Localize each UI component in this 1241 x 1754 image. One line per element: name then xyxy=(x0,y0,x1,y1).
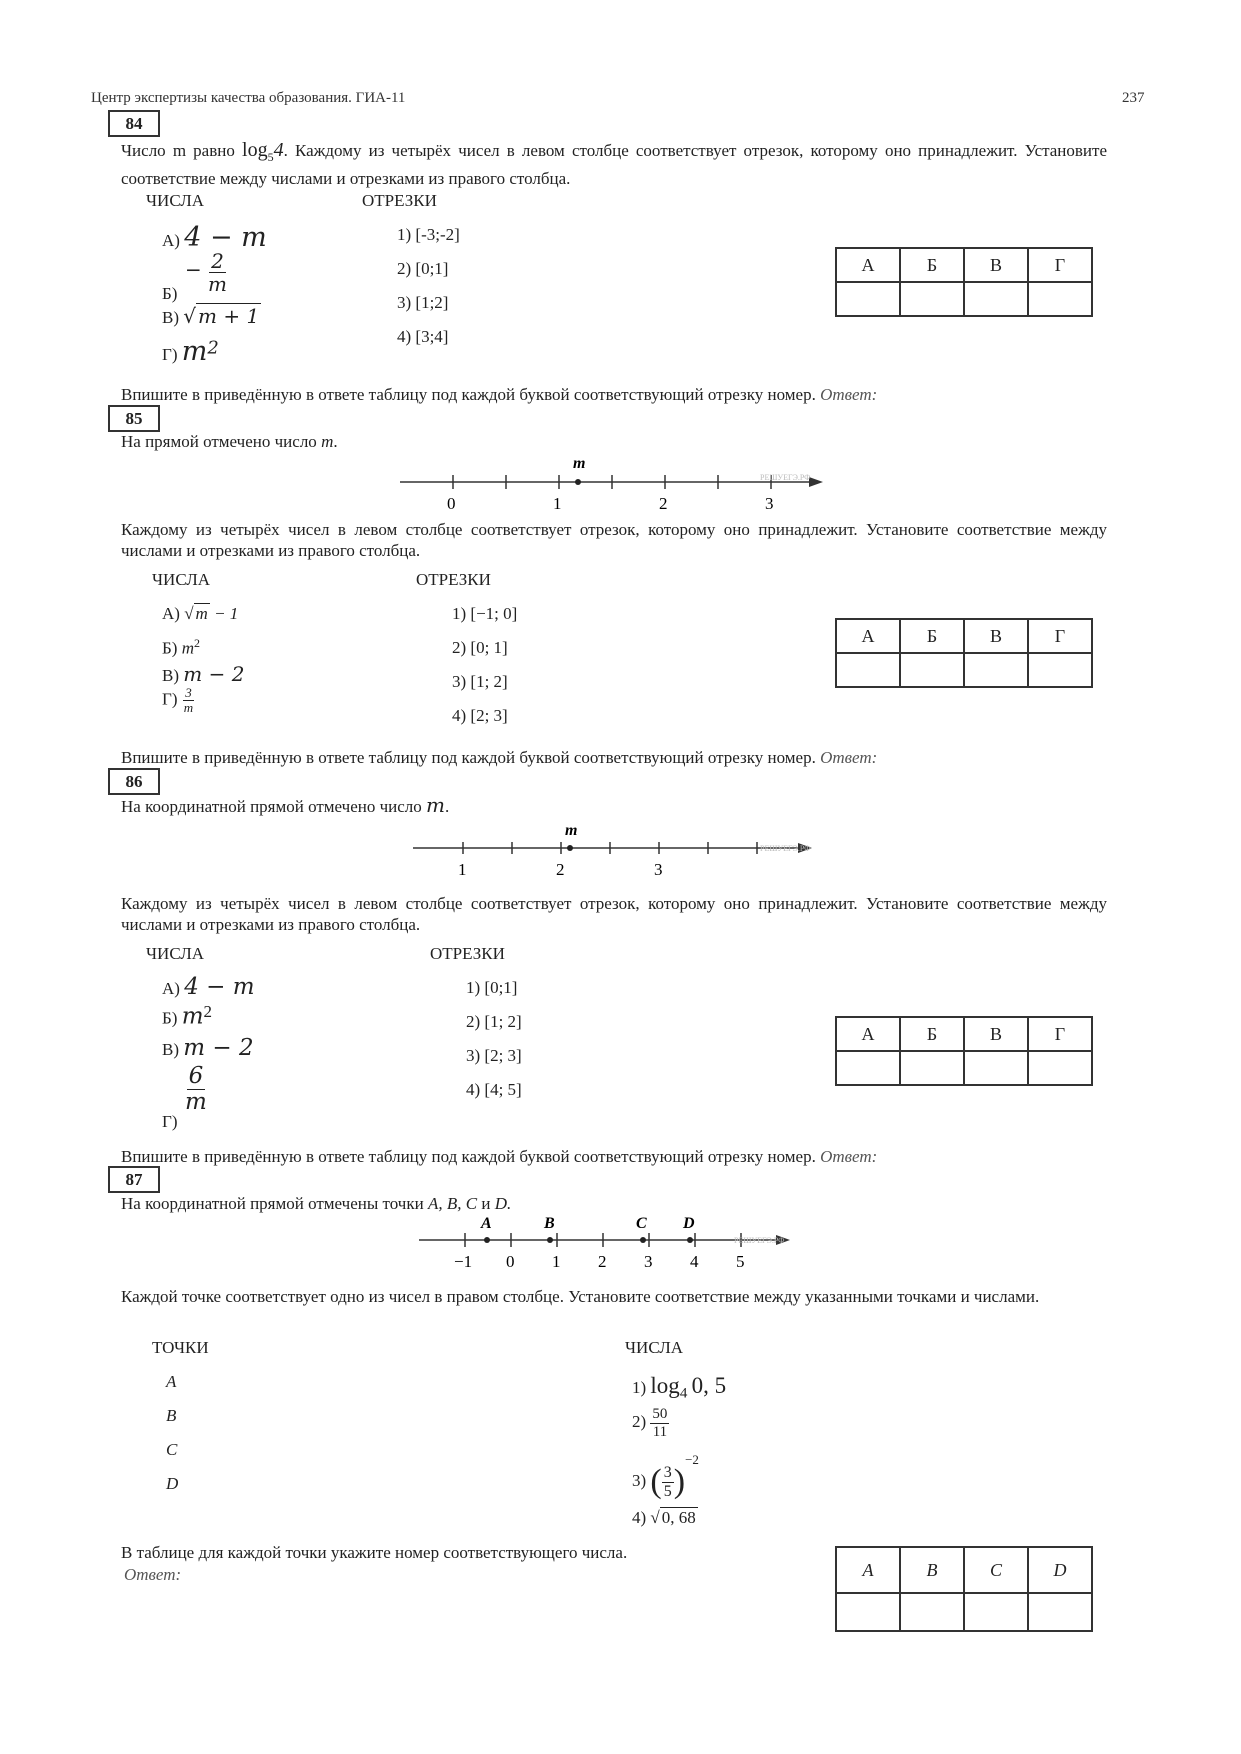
task-87-point-b: B xyxy=(166,1406,177,1425)
answer-header-g: Г xyxy=(1028,619,1092,653)
tick-label: 1 xyxy=(458,860,467,879)
point-m xyxy=(567,845,573,851)
task-86-item-v: В) m − 2 xyxy=(162,1035,254,1061)
tick-label: 2 xyxy=(598,1252,607,1271)
task-84-segment-4: 4) [3;4] xyxy=(397,327,449,346)
answer-cell[interactable] xyxy=(1028,1593,1092,1631)
answer-cell[interactable] xyxy=(900,1051,964,1085)
task-87-number-4: 4) √ 0, 68 xyxy=(632,1508,696,1527)
answer-label: Ответ: xyxy=(820,748,878,767)
task-86-text2: Каждому из четырёх чисел в левом столбце соответствует отрезок, которому оно принадлежит. Установите соответствие между числами и отрезками из правого столбца. xyxy=(121,894,1107,934)
task-86-item-g-label: Г) xyxy=(162,1112,178,1131)
task-84-text xyxy=(121,140,1107,189)
task-84-item-b-label: Б) xyxy=(162,284,178,303)
task-84-item-v: В) √ m + 1 xyxy=(162,304,260,328)
task-85-item-b: Б) $m^2$ xyxy=(162,636,200,658)
answer-header-g: Г xyxy=(1028,248,1092,282)
answer-header-b: B xyxy=(900,1547,964,1593)
answer-cell[interactable] xyxy=(1028,282,1092,316)
point-m-label: m xyxy=(573,455,586,472)
task-85-item-v: В) m − 2 xyxy=(162,662,245,686)
answer-cell[interactable] xyxy=(836,1051,900,1085)
task-84-segment-2: 2) [0;1] xyxy=(397,259,449,278)
task-86-answer-table xyxy=(835,1016,1093,1086)
answer-cell[interactable] xyxy=(964,653,1028,687)
point-m xyxy=(575,479,581,485)
task-87-point-a: A xyxy=(166,1372,177,1391)
task-87-number-2: 2) $\frac{50}{11}$ xyxy=(632,1406,668,1440)
task-87-point-d: D xyxy=(166,1474,179,1493)
task-84-text-a: Число m равно xyxy=(121,141,235,160)
point-c xyxy=(640,1237,646,1243)
tick-label: 4 xyxy=(690,1252,699,1271)
answer-header-a: А xyxy=(836,619,900,653)
task-84-item-a: А) 4 − m xyxy=(162,222,267,253)
task-84-col-left: ЧИСЛА xyxy=(146,191,205,210)
task-85-text2: Каждому из четырёх чисел в левом столбце соответствует отрезок, которому оно принадлежит. Установите соответствие между числами и отрезками из правого столбца. xyxy=(121,520,1107,560)
answer-header-v: В xyxy=(964,248,1028,282)
task-85-segment-1: 1) [−1; 0] xyxy=(452,604,518,623)
page-header-org: Центр экспертизы качества образования. ГИА-11 xyxy=(91,90,406,106)
task-85-segment-3: 3) [1; 2] xyxy=(452,672,508,691)
answer-header-a: А xyxy=(836,1017,900,1051)
task-87-text: На координатной прямой отмечены точки A, B, C и D. xyxy=(121,1194,512,1213)
task-85-instruction: Впишите в приведённую в ответе таблицу под каждой буквой соответствующий отрезку номер. Ответ: xyxy=(121,748,878,767)
answer-label: Ответ: xyxy=(820,1147,878,1166)
task-84-col-right: ОТРЕЗКИ xyxy=(362,191,437,210)
tick-label: 3 xyxy=(654,860,663,879)
point-b xyxy=(547,1237,553,1243)
point-b-label: B xyxy=(544,1215,555,1232)
task-87-number: 87 xyxy=(108,1166,160,1193)
answer-label: Ответ: xyxy=(820,385,878,404)
task-84-answer-table xyxy=(835,247,1093,317)
answer-cell[interactable] xyxy=(964,1593,1028,1631)
task-85-segment-2: 2) [0; 1] xyxy=(452,638,508,657)
answer-header-d: D xyxy=(1028,1547,1092,1593)
answer-cell[interactable] xyxy=(1028,1051,1092,1085)
task-85-item-g: Г) $\frac{3}{m}$ xyxy=(162,685,194,716)
answer-header-g: Г xyxy=(1028,1017,1092,1051)
tick-label: −1 xyxy=(454,1252,473,1271)
task-87-col-right: ЧИСЛА xyxy=(625,1338,684,1357)
task-84-segment-1: 1) [-3;-2] xyxy=(397,225,460,244)
task-87-number-1: 1) $\log_4 0$, 5 xyxy=(632,1373,727,1402)
answer-header-b: Б xyxy=(900,619,964,653)
task-86-segment-3: 3) [2; 3] xyxy=(466,1046,522,1065)
answer-cell[interactable] xyxy=(900,1593,964,1631)
task-84-number: 84 xyxy=(108,110,160,137)
task-87-number-3: 3) ( $\frac{3}{5}$ )$^{-2}$ xyxy=(632,1452,699,1501)
answer-cell[interactable] xyxy=(836,282,900,316)
answer-cell[interactable] xyxy=(836,1593,900,1631)
task-85-col-right: ОТРЕЗКИ xyxy=(416,570,491,589)
task-87-answer-table xyxy=(835,1546,1093,1632)
tick-label: 0 xyxy=(447,494,456,513)
task-85-item-a: А) √ m − 1 xyxy=(162,604,239,623)
task-85-col-left: ЧИСЛА xyxy=(152,570,211,589)
task-87-col-left: ТОЧКИ xyxy=(152,1338,209,1357)
task-86-text: На координатной прямой отмечено число m. xyxy=(121,793,450,817)
task-86-segment-1: 1) [0;1] xyxy=(466,978,518,997)
task-86-item-a: А) 4 − m xyxy=(162,974,255,1000)
task-86-segment-4: 4) [4; 5] xyxy=(466,1080,522,1099)
point-d-label: D xyxy=(683,1215,695,1232)
tick-label: 0 xyxy=(506,1252,515,1271)
task-85-answer-table xyxy=(835,618,1093,688)
task-87-text2: Каждой точке соответствует одно из чисел в правом столбце. Установите соответствие между указанными точками и числами. xyxy=(121,1287,1040,1306)
task-86-instruction: Впишите в приведённую в ответе таблицу под каждой буквой соответствующий отрезку номер. Ответ: xyxy=(121,1147,878,1166)
task-87-number-line xyxy=(414,1213,814,1278)
point-c-label: C xyxy=(636,1215,647,1232)
task-86-segment-2: 2) [1; 2] xyxy=(466,1012,522,1031)
answer-header-v: В xyxy=(964,619,1028,653)
watermark: РЕШУЕГЭ.РФ xyxy=(760,844,811,853)
tick-label: 5 xyxy=(736,1252,745,1271)
task-86-col-right: ОТРЕЗКИ xyxy=(430,944,505,963)
answer-label: Ответ: xyxy=(124,1565,182,1584)
task-84-item-g: Г) $m^2$ xyxy=(162,336,219,367)
task-86-item-b: Б) $m^2$ xyxy=(162,1002,212,1030)
page-number: 237 xyxy=(1122,90,1145,106)
watermark: РЕШУЕГЭ.РФ xyxy=(760,473,811,482)
answer-cell[interactable] xyxy=(900,282,964,316)
answer-header-v: В xyxy=(964,1017,1028,1051)
task-84-log: $\log_54$ xyxy=(242,139,284,164)
task-84-text-b: . Каждому из четырёх чисел в левом столбце соответствует отрезок, которому оно принадлежит. Установите соответствие между числами и отрезками из правого столбца. xyxy=(121,141,1108,188)
answer-header-a: A xyxy=(836,1547,900,1593)
task-85-segment-4: 4) [2; 3] xyxy=(452,706,508,725)
point-d xyxy=(687,1237,693,1243)
answer-cell[interactable] xyxy=(836,653,900,687)
task-85-text: На прямой отмечено число m. xyxy=(121,432,338,451)
answer-cell[interactable] xyxy=(964,1051,1028,1085)
tick-label: 3 xyxy=(644,1252,653,1271)
task-86-item-g-fraction: $\frac{6}{m}$ xyxy=(185,1063,207,1116)
tick-label: 3 xyxy=(765,494,774,513)
answer-header-a: А xyxy=(836,248,900,282)
answer-cell[interactable] xyxy=(964,282,1028,316)
task-87-instruction: В таблице для каждой точки укажите номер соответствующего числа. xyxy=(121,1543,628,1562)
tick-label: 1 xyxy=(552,1252,561,1271)
answer-header-b: Б xyxy=(900,1017,964,1051)
point-m-label: m xyxy=(565,823,578,839)
tick-label: 2 xyxy=(556,860,565,879)
point-a xyxy=(484,1237,490,1243)
task-86-number: 86 xyxy=(108,768,160,795)
task-84-item-b-fraction: − $\frac{2}{m}$ xyxy=(185,249,227,296)
tick-label: 1 xyxy=(553,494,562,513)
task-85-number-line xyxy=(395,455,835,520)
watermark: РЕШУЕГЭ.РФ xyxy=(734,1236,785,1245)
task-84-segment-3: 3) [1;2] xyxy=(397,293,449,312)
task-84-instruction: Впишите в приведённую в ответе таблицу под каждой буквой соответствующий отрезку номер. Ответ: xyxy=(121,385,878,404)
task-86-number-line xyxy=(408,823,828,885)
point-a-label: A xyxy=(481,1215,492,1232)
task-85-number: 85 xyxy=(108,405,160,432)
task-86-col-left: ЧИСЛА xyxy=(146,944,205,963)
task-87-point-c: C xyxy=(166,1440,178,1459)
answer-header-c: C xyxy=(964,1547,1028,1593)
answer-cell[interactable] xyxy=(1028,653,1092,687)
answer-header-b: Б xyxy=(900,248,964,282)
answer-cell[interactable] xyxy=(900,653,964,687)
tick-label: 2 xyxy=(659,494,668,513)
